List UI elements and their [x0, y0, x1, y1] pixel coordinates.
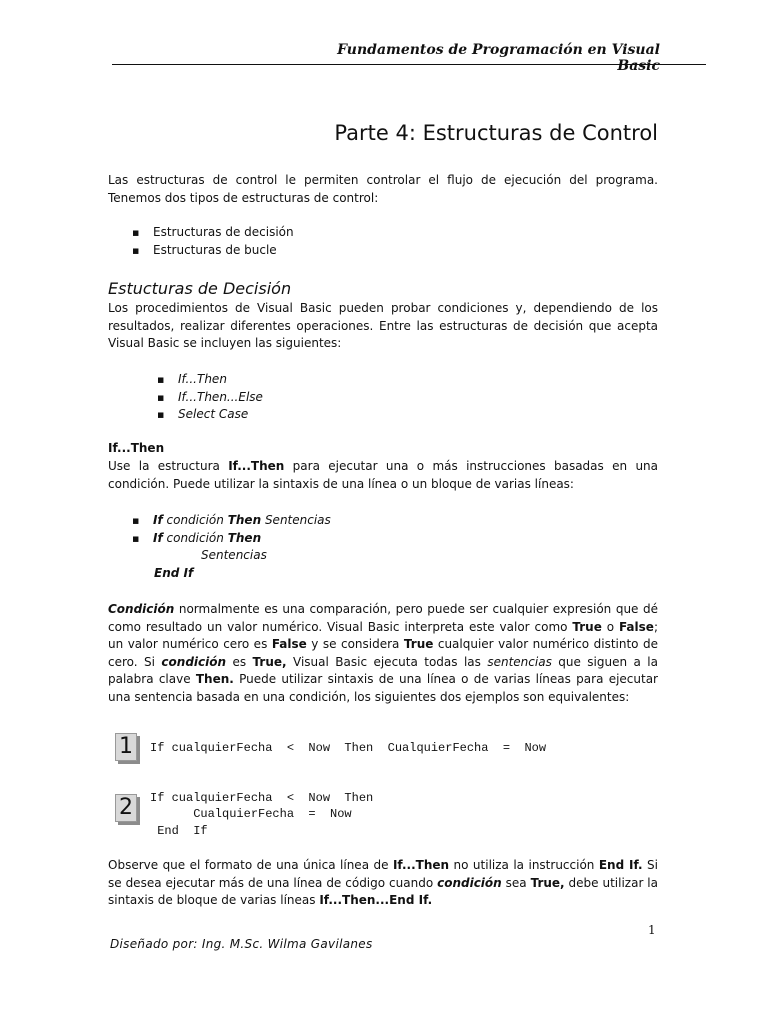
header-divider [112, 64, 706, 65]
control-types-list [132, 224, 294, 259]
section-heading: Estucturas de Decisión [108, 279, 292, 298]
example-number-badge: 1 [115, 733, 137, 761]
decision-structures-list [157, 371, 263, 424]
list-item: ▪ If...Then [157, 371, 263, 389]
example-number-badge: 2 [115, 794, 137, 822]
intro-paragraph: Las estructuras de control le permiten controlar el flujo de ejecución del programa. Tenemos dos tipos de estructuras de control: [108, 173, 658, 205]
condition-paragraph: Condición normalmente es una comparación, pero puede ser cualquier expresión que dé como resultado un valor numérico. Visual Basic interpreta este valor como True o False; un valor numérico cero es False y se considera True cualquier valor numérico distinto de cero. Si condición es True, Visual Basic ejecuta todas las sentencias que siguen a la palabra clave Then. Puede utilizar sintaxis de una línea o de varias líneas para ejecutar una sentencia basada en una condición, los siguientes dos ejemplos son equivalentes: [108, 602, 658, 704]
page-number: 1 [648, 923, 656, 937]
subsection-heading: If...Then [108, 441, 165, 455]
list-item: ▪ Select Case [157, 406, 263, 424]
syntax-block: ▪ If condición Then [132, 530, 331, 548]
closing-paragraph: Observe que el formato de una única línea de If...Then no utiliza la instrucción End If. Si se desea ejecutar más de una línea de código cuando condición sea True, debe utilizar la sintaxis de bloque de varias líneas If...Then...End If. [108, 858, 658, 907]
ifthen-paragraph: Use la estructura If...Then para ejecutar una o más instrucciones basadas en una condición. Puede utilizar la sintaxis de una línea o un bloque de varias líneas: [108, 459, 659, 491]
section-paragraph: Los procedimientos de Visual Basic pueden probar condiciones y, dependiendo de los resultados, realizar diferentes operaciones. Entre las estructuras de decisión que acepta Visual Basic se incluyen las siguientes: [108, 301, 658, 350]
syntax-block-end: End If [154, 566, 194, 580]
code-example-2-line-2: CualquierFecha = Now [150, 807, 352, 821]
list-item: ▪ Estructuras de decisión [132, 224, 294, 242]
list-item: ▪ Estructuras de bucle [132, 242, 294, 260]
syntax-block-body: Sentencias [201, 548, 267, 562]
code-example-2-line-1: If cualquierFecha < Now Then [150, 791, 374, 805]
code-example-1: If cualquierFecha < Now Then CualquierFecha = Now [150, 741, 547, 755]
syntax-list [132, 512, 331, 547]
footer-author: Diseñado por: Ing. M.Sc. Wilma Gavilanes [110, 937, 373, 951]
code-example-2-line-3: End If [150, 824, 208, 838]
running-header: Fundamentos de Programación en Visual Basic [337, 42, 660, 74]
page-title: Parte 4: Estructuras de Control [334, 121, 658, 145]
syntax-single-line: ▪ If condición Then Sentencias [132, 512, 331, 530]
list-item: ▪ If...Then...Else [157, 389, 263, 407]
